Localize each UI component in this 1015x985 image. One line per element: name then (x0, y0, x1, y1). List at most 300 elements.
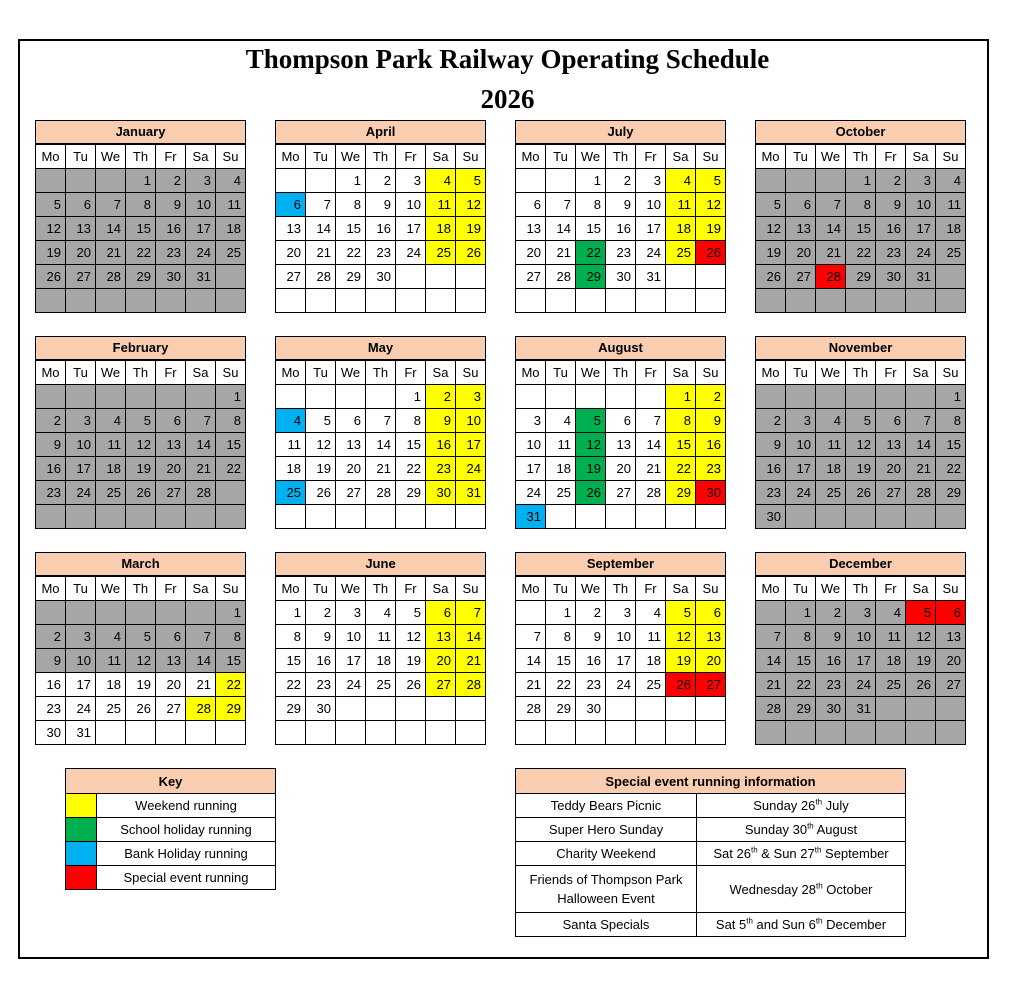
day-cell: 31 (66, 721, 96, 745)
empty-cell (816, 721, 846, 745)
day-cell: 18 (426, 217, 456, 241)
day-cell: 28 (756, 697, 786, 721)
day-cell: 17 (336, 649, 366, 673)
special-events-table (515, 768, 906, 937)
empty-cell (456, 265, 486, 289)
weekday-header: Su (936, 577, 966, 601)
day-cell: 19 (576, 457, 606, 481)
day-cell: 9 (36, 649, 66, 673)
day-cell: 21 (816, 241, 846, 265)
day-cell: 6 (606, 409, 636, 433)
key-swatch (66, 866, 97, 890)
day-cell: 22 (276, 673, 306, 697)
day-cell: 13 (276, 217, 306, 241)
day-cell: 7 (816, 193, 846, 217)
day-cell: 13 (516, 217, 546, 241)
day-cell: 3 (336, 601, 366, 625)
empty-cell (696, 721, 726, 745)
event-date: Sat 5th and Sun 6th December (697, 913, 906, 937)
weekday-header: Mo (756, 145, 786, 169)
day-cell: 24 (66, 481, 96, 505)
empty-cell (906, 289, 936, 313)
empty-cell (456, 505, 486, 529)
day-cell: 2 (36, 625, 66, 649)
empty-cell (126, 385, 156, 409)
day-cell: 8 (786, 625, 816, 649)
day-cell: 3 (66, 409, 96, 433)
weekday-header: Mo (36, 577, 66, 601)
day-cell: 14 (186, 649, 216, 673)
day-cell: 2 (756, 409, 786, 433)
weekday-header: Mo (36, 145, 66, 169)
weekday-header: Sa (186, 577, 216, 601)
day-cell: 11 (276, 433, 306, 457)
empty-cell (216, 481, 246, 505)
day-cell: 1 (396, 385, 426, 409)
day-cell: 10 (846, 625, 876, 649)
day-cell: 10 (336, 625, 366, 649)
day-cell: 1 (546, 601, 576, 625)
day-cell: 15 (576, 217, 606, 241)
empty-cell (66, 385, 96, 409)
day-cell: 29 (546, 697, 576, 721)
day-cell: 23 (36, 481, 66, 505)
month-september (515, 552, 726, 745)
empty-cell (126, 721, 156, 745)
day-cell: 25 (936, 241, 966, 265)
empty-cell (516, 385, 546, 409)
weekday-header: Su (216, 361, 246, 385)
weekday-header: Fr (156, 577, 186, 601)
event-date: Sunday 26th July (697, 794, 906, 818)
day-cell: 25 (276, 481, 306, 505)
empty-cell (96, 385, 126, 409)
day-cell: 30 (756, 505, 786, 529)
day-cell: 19 (126, 673, 156, 697)
month-title: December (755, 552, 966, 576)
day-cell: 4 (816, 409, 846, 433)
day-cell: 3 (186, 169, 216, 193)
month-march (35, 552, 246, 745)
empty-cell (36, 505, 66, 529)
day-cell: 8 (546, 625, 576, 649)
day-cell: 24 (336, 673, 366, 697)
event-date: Wednesday 28th October (697, 866, 906, 913)
day-cell: 21 (186, 673, 216, 697)
day-cell: 29 (276, 697, 306, 721)
day-cell: 9 (156, 193, 186, 217)
weekday-header: Fr (156, 145, 186, 169)
key-row (66, 818, 276, 842)
day-cell: 15 (666, 433, 696, 457)
empty-cell (216, 505, 246, 529)
day-cell: 8 (846, 193, 876, 217)
empty-cell (36, 169, 66, 193)
empty-cell (216, 721, 246, 745)
day-cell: 29 (336, 265, 366, 289)
day-cell: 29 (786, 697, 816, 721)
day-cell: 5 (126, 409, 156, 433)
weekday-header: Sa (186, 145, 216, 169)
day-cell: 25 (426, 241, 456, 265)
day-cell: 7 (456, 601, 486, 625)
weekday-header: Tu (306, 145, 336, 169)
empty-cell (456, 289, 486, 313)
weekday-header: Tu (306, 361, 336, 385)
day-cell: 12 (666, 625, 696, 649)
weekday-header: We (816, 361, 846, 385)
day-cell: 24 (786, 481, 816, 505)
day-cell: 18 (666, 217, 696, 241)
day-cell: 30 (876, 265, 906, 289)
day-cell: 20 (516, 241, 546, 265)
day-cell: 26 (396, 673, 426, 697)
day-cell: 4 (96, 409, 126, 433)
day-cell: 23 (366, 241, 396, 265)
weekday-header: We (576, 361, 606, 385)
day-cell: 5 (396, 601, 426, 625)
empty-cell (186, 289, 216, 313)
day-cell: 18 (216, 217, 246, 241)
day-cell: 1 (786, 601, 816, 625)
month-title: April (275, 120, 486, 144)
empty-cell (606, 385, 636, 409)
day-cell: 31 (636, 265, 666, 289)
month-grid (515, 144, 726, 313)
weekday-header: Mo (36, 361, 66, 385)
day-cell: 18 (936, 217, 966, 241)
day-cell: 26 (696, 241, 726, 265)
day-cell: 18 (636, 649, 666, 673)
day-cell: 23 (816, 673, 846, 697)
day-cell: 6 (156, 625, 186, 649)
empty-cell (456, 697, 486, 721)
weekday-header: Mo (756, 577, 786, 601)
day-cell: 22 (216, 673, 246, 697)
weekday-header: Th (606, 145, 636, 169)
empty-cell (936, 265, 966, 289)
event-row (516, 913, 906, 937)
day-cell: 22 (336, 241, 366, 265)
day-cell: 18 (366, 649, 396, 673)
day-cell: 11 (426, 193, 456, 217)
empty-cell (936, 505, 966, 529)
day-cell: 20 (936, 649, 966, 673)
day-cell: 28 (186, 697, 216, 721)
day-cell: 13 (876, 433, 906, 457)
weekday-header: Sa (906, 361, 936, 385)
empty-cell (366, 289, 396, 313)
weekday-header: Su (456, 361, 486, 385)
day-cell: 22 (936, 457, 966, 481)
day-cell: 11 (96, 649, 126, 673)
empty-cell (786, 289, 816, 313)
day-cell: 16 (816, 649, 846, 673)
day-cell: 15 (936, 433, 966, 457)
day-cell: 15 (546, 649, 576, 673)
day-cell: 30 (606, 265, 636, 289)
day-cell: 19 (306, 457, 336, 481)
day-cell: 26 (36, 265, 66, 289)
day-cell: 14 (756, 649, 786, 673)
day-cell: 2 (366, 169, 396, 193)
day-cell: 8 (216, 625, 246, 649)
day-cell: 27 (936, 673, 966, 697)
day-cell: 20 (426, 649, 456, 673)
key-label: Special event running (97, 866, 276, 890)
month-title: May (275, 336, 486, 360)
day-cell: 18 (96, 673, 126, 697)
empty-cell (816, 505, 846, 529)
day-cell: 20 (276, 241, 306, 265)
weekday-header: Sa (666, 361, 696, 385)
empty-cell (756, 601, 786, 625)
day-cell: 27 (66, 265, 96, 289)
day-cell: 1 (846, 169, 876, 193)
day-cell: 12 (306, 433, 336, 457)
key-title: Key (66, 769, 276, 794)
empty-cell (156, 721, 186, 745)
day-cell: 12 (696, 193, 726, 217)
day-cell: 13 (696, 625, 726, 649)
day-cell: 3 (396, 169, 426, 193)
events-title: Special event running information (516, 769, 906, 794)
day-cell: 12 (456, 193, 486, 217)
day-cell: 17 (66, 673, 96, 697)
day-cell: 7 (546, 193, 576, 217)
weekday-header: Mo (516, 577, 546, 601)
empty-cell (876, 505, 906, 529)
empty-cell (876, 289, 906, 313)
day-cell: 21 (456, 649, 486, 673)
day-cell: 15 (216, 433, 246, 457)
day-cell: 3 (786, 409, 816, 433)
empty-cell (906, 385, 936, 409)
empty-cell (516, 601, 546, 625)
empty-cell (66, 601, 96, 625)
empty-cell (756, 385, 786, 409)
weekday-header: Sa (666, 577, 696, 601)
day-cell: 11 (546, 433, 576, 457)
day-cell: 28 (96, 265, 126, 289)
day-cell: 14 (306, 217, 336, 241)
day-cell: 16 (756, 457, 786, 481)
day-cell: 3 (516, 409, 546, 433)
event-row (516, 794, 906, 818)
day-cell: 19 (906, 649, 936, 673)
day-cell: 5 (756, 193, 786, 217)
day-cell: 16 (36, 673, 66, 697)
day-cell: 19 (696, 217, 726, 241)
empty-cell (96, 721, 126, 745)
empty-cell (456, 721, 486, 745)
day-cell: 22 (126, 241, 156, 265)
day-cell: 14 (546, 217, 576, 241)
empty-cell (816, 289, 846, 313)
empty-cell (606, 505, 636, 529)
empty-cell (636, 385, 666, 409)
day-cell: 28 (816, 265, 846, 289)
day-cell: 9 (696, 409, 726, 433)
day-cell: 14 (906, 433, 936, 457)
event-name: Teddy Bears Picnic (516, 794, 697, 818)
event-date: Sat 26th & Sun 27th September (697, 842, 906, 866)
day-cell: 2 (696, 385, 726, 409)
day-cell: 28 (516, 697, 546, 721)
day-cell: 5 (666, 601, 696, 625)
day-cell: 22 (396, 457, 426, 481)
empty-cell (636, 505, 666, 529)
key-label: School holiday running (97, 818, 276, 842)
day-cell: 19 (756, 241, 786, 265)
month-title: January (35, 120, 246, 144)
empty-cell (396, 289, 426, 313)
day-cell: 8 (576, 193, 606, 217)
empty-cell (786, 169, 816, 193)
key-table (65, 768, 276, 890)
day-cell: 27 (696, 673, 726, 697)
day-cell: 5 (36, 193, 66, 217)
day-cell: 4 (366, 601, 396, 625)
empty-cell (96, 601, 126, 625)
day-cell: 17 (846, 649, 876, 673)
day-cell: 30 (426, 481, 456, 505)
day-cell: 11 (216, 193, 246, 217)
empty-cell (366, 721, 396, 745)
day-cell: 20 (66, 241, 96, 265)
weekday-header: Su (696, 361, 726, 385)
empty-cell (66, 289, 96, 313)
day-cell: 24 (906, 241, 936, 265)
day-cell: 17 (906, 217, 936, 241)
day-cell: 17 (516, 457, 546, 481)
day-cell: 10 (906, 193, 936, 217)
day-cell: 9 (756, 433, 786, 457)
empty-cell (366, 505, 396, 529)
empty-cell (606, 721, 636, 745)
empty-cell (366, 385, 396, 409)
month-title: August (515, 336, 726, 360)
day-cell: 7 (516, 625, 546, 649)
weekday-header: Th (846, 361, 876, 385)
empty-cell (846, 505, 876, 529)
day-cell: 30 (36, 721, 66, 745)
day-cell: 28 (186, 481, 216, 505)
day-cell: 13 (936, 625, 966, 649)
day-cell: 20 (876, 457, 906, 481)
empty-cell (306, 721, 336, 745)
day-cell: 26 (306, 481, 336, 505)
day-cell: 21 (636, 457, 666, 481)
day-cell: 7 (906, 409, 936, 433)
day-cell: 9 (876, 193, 906, 217)
event-row (516, 842, 906, 866)
day-cell: 12 (126, 433, 156, 457)
weekday-header: Tu (786, 145, 816, 169)
event-date: Sunday 30th August (697, 818, 906, 842)
day-cell: 7 (186, 409, 216, 433)
day-cell: 18 (276, 457, 306, 481)
day-cell: 20 (156, 457, 186, 481)
day-cell: 9 (366, 193, 396, 217)
month-title: November (755, 336, 966, 360)
weekday-header: Mo (276, 145, 306, 169)
weekday-header: Tu (66, 361, 96, 385)
day-cell: 14 (516, 649, 546, 673)
day-cell: 4 (96, 625, 126, 649)
day-cell: 15 (786, 649, 816, 673)
month-grid (755, 576, 966, 745)
day-cell: 17 (786, 457, 816, 481)
weekday-header: Su (936, 361, 966, 385)
event-name: Friends of Thompson Park Halloween Event (516, 866, 697, 913)
day-cell: 29 (396, 481, 426, 505)
weekday-header: Fr (396, 577, 426, 601)
day-cell: 14 (186, 433, 216, 457)
day-cell: 11 (366, 625, 396, 649)
day-cell: 14 (456, 625, 486, 649)
day-cell: 31 (906, 265, 936, 289)
empty-cell (846, 385, 876, 409)
day-cell: 25 (96, 481, 126, 505)
day-cell: 27 (336, 481, 366, 505)
day-cell: 7 (96, 193, 126, 217)
day-cell: 1 (666, 385, 696, 409)
empty-cell (696, 289, 726, 313)
empty-cell (636, 697, 666, 721)
day-cell: 2 (36, 409, 66, 433)
day-cell: 31 (456, 481, 486, 505)
empty-cell (36, 289, 66, 313)
day-cell: 13 (156, 649, 186, 673)
day-cell: 1 (276, 601, 306, 625)
day-cell: 14 (96, 217, 126, 241)
day-cell: 25 (816, 481, 846, 505)
day-cell: 22 (216, 457, 246, 481)
day-cell: 3 (636, 169, 666, 193)
empty-cell (216, 265, 246, 289)
empty-cell (216, 289, 246, 313)
weekday-header: Th (366, 361, 396, 385)
empty-cell (336, 721, 366, 745)
empty-cell (936, 697, 966, 721)
day-cell: 24 (846, 673, 876, 697)
day-cell: 24 (456, 457, 486, 481)
empty-cell (336, 505, 366, 529)
day-cell: 17 (186, 217, 216, 241)
day-cell: 23 (306, 673, 336, 697)
day-cell: 2 (576, 601, 606, 625)
day-cell: 23 (36, 697, 66, 721)
day-cell: 5 (456, 169, 486, 193)
day-cell: 1 (126, 169, 156, 193)
empty-cell (906, 697, 936, 721)
month-grid (35, 360, 246, 529)
day-cell: 6 (276, 193, 306, 217)
empty-cell (96, 169, 126, 193)
empty-cell (756, 289, 786, 313)
weekday-header: We (336, 361, 366, 385)
day-cell: 9 (606, 193, 636, 217)
day-cell: 27 (156, 697, 186, 721)
weekday-header: Sa (426, 145, 456, 169)
day-cell: 10 (516, 433, 546, 457)
day-cell: 15 (126, 217, 156, 241)
empty-cell (336, 289, 366, 313)
day-cell: 6 (516, 193, 546, 217)
day-cell: 26 (906, 673, 936, 697)
weekday-header: Fr (876, 361, 906, 385)
